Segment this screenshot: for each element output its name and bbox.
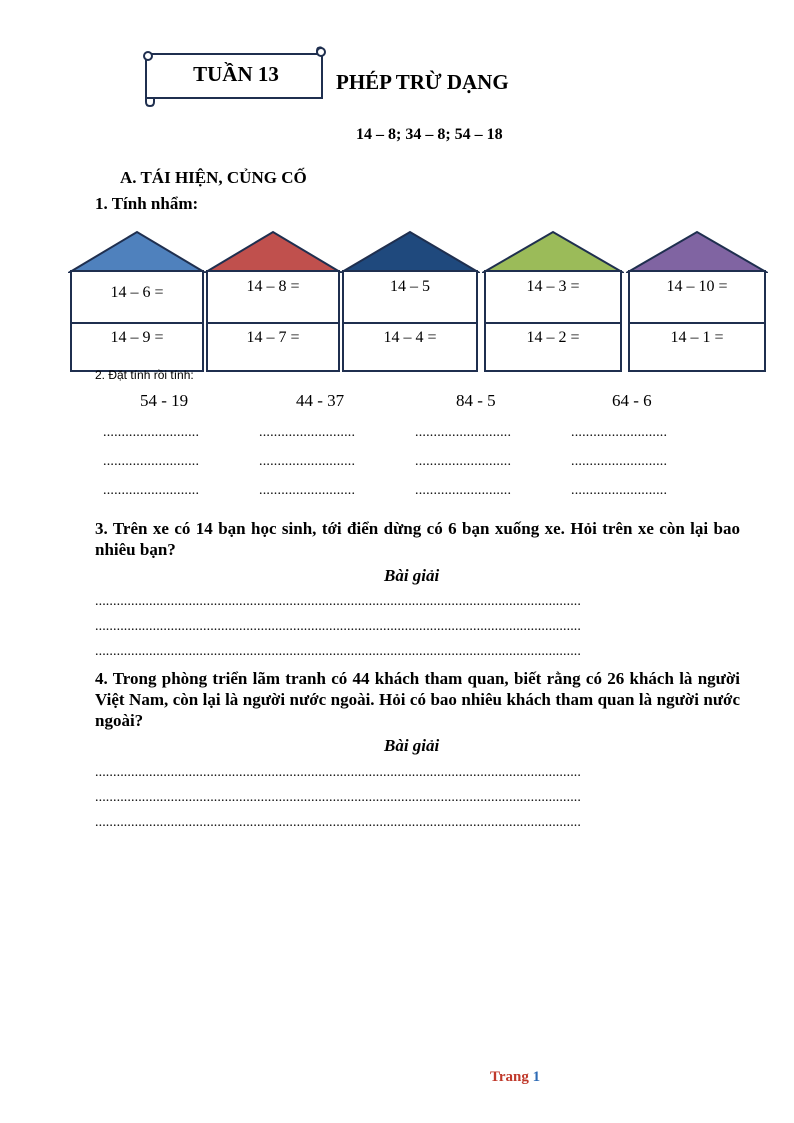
page-footer — [490, 1069, 540, 1086]
house-4-top-cell[interactable] — [484, 270, 622, 324]
house-roof-5 — [626, 230, 768, 274]
house-4-bottom-cell[interactable] — [484, 322, 622, 372]
question-2-label: 2. Đặt tính rồi tính: — [95, 368, 194, 382]
calculation-blank[interactable]: .......................... — [415, 425, 512, 440]
question-4-text: 4. Trong phòng triển lãm tranh có 44 khách tham quan, biết rằng có 26 khách là người Việt Nam, còn lại là người nước ngoài. Hỏi có bao nhiêu khách tham quan là người nước ngoài? — [95, 669, 740, 730]
house-3-top-expression: 14 – 5 — [390, 278, 430, 295]
house-4-bottom-expression: 14 – 2 = — [526, 329, 580, 346]
question-3-solution-label: Bài giải — [384, 566, 440, 585]
calculation-blank[interactable]: .......................... — [259, 483, 356, 498]
calculation-blank[interactable]: .......................... — [571, 454, 668, 469]
house-roof-4 — [482, 230, 624, 274]
house-2-top-expression: 14 – 8 = — [246, 278, 300, 295]
expression-2: 44 - 37 — [296, 391, 345, 410]
calculation-blank[interactable]: .......................... — [259, 425, 356, 440]
answer-line[interactable]: ....................................................................................................................................... — [95, 594, 581, 609]
calculation-blank[interactable]: .......................... — [415, 483, 512, 498]
week-label: TUẦN 13 — [193, 62, 279, 86]
house-1-bottom-cell[interactable] — [70, 322, 204, 372]
house-1-bottom-expression: 14 – 9 = — [110, 329, 164, 346]
house-2-bottom-cell[interactable] — [206, 322, 340, 372]
house-2-top-cell[interactable] — [206, 270, 340, 324]
answer-line[interactable]: ....................................................................................................................................... — [95, 815, 581, 830]
answer-line[interactable]: ....................................................................................................................................... — [95, 790, 581, 805]
calculation-blank[interactable]: .......................... — [103, 454, 200, 469]
house-roof-1 — [68, 230, 206, 274]
house-3-top-cell[interactable] — [342, 270, 478, 324]
house-5-top-cell[interactable] — [628, 270, 766, 324]
answer-line[interactable]: ....................................................................................................................................... — [95, 765, 581, 780]
house-2-bottom-expression: 14 – 7 = — [246, 329, 300, 346]
answer-line[interactable]: ....................................................................................................................................... — [95, 619, 581, 634]
calculation-blank[interactable]: .......................... — [259, 454, 356, 469]
calculation-blank[interactable]: .......................... — [571, 425, 668, 440]
house-1-top-expression: 14 – 6 = — [110, 284, 164, 301]
house-4-top-expression: 14 – 3 = — [526, 278, 580, 295]
calculation-blank[interactable]: .......................... — [103, 425, 200, 440]
calculation-blank[interactable]: .......................... — [571, 483, 668, 498]
calculation-blank[interactable]: .......................... — [103, 483, 200, 498]
question-3-text: 3. Trên xe có 14 bạn học sinh, tới điển dừng có 6 bạn xuống xe. Hỏi trên xe còn lại bao nhiêu bạn? — [95, 519, 740, 559]
page-subtitle: 14 – 8; 34 – 8; 54 – 18 — [356, 126, 503, 143]
page-title: PHÉP TRỪ DẠNG — [336, 70, 509, 94]
page-number: 1 — [532, 1069, 541, 1085]
expression-4: 64 - 6 — [612, 391, 652, 410]
house-3-bottom-cell[interactable] — [342, 322, 478, 372]
expression-3: 84 - 5 — [456, 391, 496, 410]
calculation-blank[interactable]: .......................... — [415, 454, 512, 469]
house-1-top-cell[interactable] — [70, 270, 204, 324]
expression-1: 54 - 19 — [140, 391, 189, 410]
house-roof-3 — [340, 230, 480, 274]
question-4-solution-label: Bài giải — [384, 736, 440, 755]
answer-line[interactable]: ....................................................................................................................................... — [95, 644, 581, 659]
house-roof-2 — [204, 230, 342, 274]
page-label: Trang — [490, 1069, 529, 1085]
section-heading-a: A. TÁI HIỆN, CỦNG CỐ — [120, 168, 307, 187]
house-5-bottom-cell[interactable] — [628, 322, 766, 372]
question-1-label: 1. Tính nhẩm: — [95, 194, 199, 213]
house-5-top-expression: 14 – 10 = — [666, 278, 728, 295]
house-3-bottom-expression: 14 – 4 = — [383, 329, 437, 346]
house-5-bottom-expression: 14 – 1 = — [670, 329, 724, 346]
